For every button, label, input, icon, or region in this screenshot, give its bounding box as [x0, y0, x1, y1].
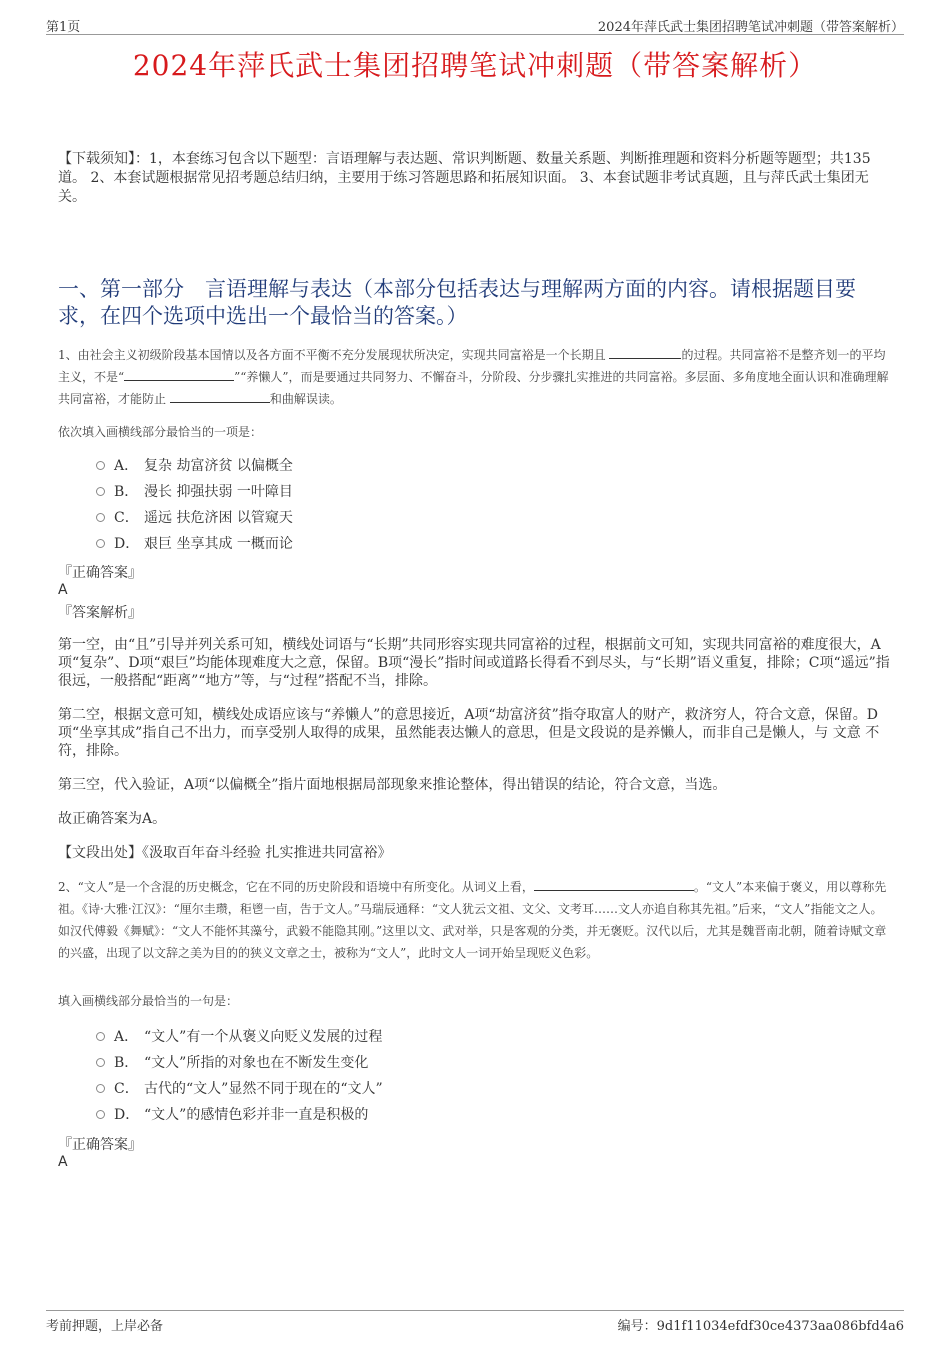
source-citation: 【文段出处】《汲取百年奋斗经验 扎实推进共同富裕》 [58, 845, 392, 861]
radio-icon[interactable] [96, 1058, 105, 1067]
option-a[interactable] [96, 1024, 383, 1050]
option-d[interactable] [96, 531, 293, 557]
option-letter: D． [114, 1107, 140, 1123]
option-text: “文人”所指的对象也在不断发生变化 [144, 1055, 369, 1071]
radio-icon[interactable] [96, 513, 105, 522]
option-letter: C． [114, 1081, 139, 1097]
question-2-prompt: 填入画横线部分最恰当的一句是： [58, 994, 239, 1008]
option-c[interactable] [96, 1076, 383, 1102]
analysis-paragraph: 第一空，由“且”引导并列关系可知，横线处词语与“长期”共同形容实现共同富裕的过程，根据前文可知，实现共同富裕的难度很大，A项“复杂”、D项“艰巨”均能体现难度大之意，保留。B项“漫长”指时间或道路长得看不到尽头，与“长期”语义重复，排除；C项“遥远”指很远，一般搭配“距离”“地方”等，与“过程”搭配不当，排除。 [58, 637, 890, 689]
q1-text-part: 1、由社会主义初级阶段基本国情以及各方面不平衡不充分发展现状所决定，实现共同富裕是一个长期且 [58, 348, 610, 362]
answer-label: 『正确答案』 [58, 565, 142, 581]
question-1-prompt: 依次填入画横线部分最恰当的一项是： [58, 425, 263, 439]
question-1-options [96, 453, 293, 557]
analysis-label: 『答案解析』 [58, 605, 142, 621]
footer-slogan: 考前押题，上岸必备 [46, 1319, 164, 1334]
correct-answer: A [58, 1154, 68, 1170]
q2-text-part: 2、“文人”是一个含混的历史概念，它在不同的历史阶段和语境中有所变化。从词义上看， [58, 880, 534, 894]
correct-answer: A [58, 582, 68, 598]
fill-blank [534, 878, 694, 891]
radio-icon[interactable] [96, 487, 105, 496]
header-doc-title: 2024年萍氏武士集团招聘笔试冲刺题（带答案解析） [597, 20, 904, 35]
option-text: “文人”有一个从褒义向贬义发展的过程 [144, 1029, 383, 1045]
option-d[interactable] [96, 1102, 383, 1128]
option-letter: A． [114, 1029, 139, 1045]
option-letter: A． [114, 458, 139, 474]
footer-doc-id: 编号：9d1f11034efdf30ce4373aa086bfd4a6 [617, 1319, 904, 1334]
option-letter: B． [114, 484, 139, 500]
option-a[interactable] [96, 453, 293, 479]
q1-text-part: ”“养懒人”，而是要通过共同努力、不懈奋斗，分阶段、分步骤扎实推进的共同富裕。多层面、多角度地全面认识和准确理解共同富裕，才能防止 [58, 370, 889, 406]
q2-text-part: 。“文人”本来偏于褒义，用以尊称先祖。《诗·大雅·江汉》：“厘尔圭瓒，秬鬯一卣，告于文人。”马瑞辰通释：“文人犹云文祖、文父、文考耳……文人亦追自称其先祖。”后来，“文人”指能文之人。如汉代傅毅《舞赋》：“文人不能怀其藻兮，武毅不能隐其刚。”这里以文、武对举，只是客观的分类，并无褒贬。汉代以后，尤其是魏晋南北朝，随着诗赋文章的兴盛，出现了以文辞之美为目的的狭义文章之士，被称为“文人”，此时文人一词开始呈现贬义色彩。 [58, 880, 887, 960]
fill-blank [124, 368, 234, 381]
radio-icon[interactable] [96, 539, 105, 548]
page-footer [46, 1310, 904, 1333]
question-2-stem [58, 876, 894, 964]
radio-icon[interactable] [96, 1032, 105, 1041]
analysis-conclusion: 故正确答案为A。 [58, 811, 167, 827]
option-letter: C． [114, 510, 139, 526]
option-letter: B． [114, 1055, 139, 1071]
option-c[interactable] [96, 505, 293, 531]
section-heading: 一、第一部分 言语理解与表达（本部分包括表达与理解两方面的内容。请根据题目要求，在四个选项中选出一个最恰当的答案。） [58, 277, 856, 328]
page-header [46, 14, 904, 35]
option-text: 艰巨 坐享其成 一概而论 [144, 536, 293, 552]
q1-text-part: 和曲解误读。 [269, 392, 342, 406]
document-title: 2024年萍氏武士集团招聘笔试冲刺题（带答案解析） [132, 49, 818, 82]
radio-icon[interactable] [96, 1084, 105, 1093]
question-2-options [96, 1024, 383, 1128]
analysis-paragraph: 第三空，代入验证，A项“以偏概全”指片面地根据局部现象来推论整体，得出错误的结论，符合文意，当选。 [58, 777, 727, 793]
page-number: 第1页 [46, 20, 81, 35]
question-1-stem [58, 344, 894, 410]
option-text: 古代的“文人”显然不同于现在的“文人” [144, 1081, 383, 1097]
answer-label: 『正确答案』 [58, 1137, 142, 1153]
option-text: 复杂 劫富济贫 以偏概全 [144, 458, 293, 474]
download-notice: 【下载须知】：1，本套练习包含以下题型：言语理解与表达题、常识判断题、数量关系题、判断推理题和资料分析题等题型；共135道。 2、本套试题根据常见招考题总结归纳，主要用于练习答题思路和拓展知识面。 3、本套试题非考试真题，且与萍氏武士集团无关。 [58, 151, 871, 205]
fill-blank [609, 346, 681, 359]
option-text: “文人”的感情色彩并非一直是积极的 [144, 1107, 369, 1123]
option-letter: D． [114, 536, 140, 552]
radio-icon[interactable] [96, 461, 105, 470]
option-text: 漫长 抑强扶弱 一叶障目 [144, 484, 293, 500]
radio-icon[interactable] [96, 1110, 105, 1119]
fill-blank [170, 390, 270, 403]
q1-text-part: 的过程。共同富裕不是整齐划一的平均主义，不是“ [58, 348, 886, 384]
option-b[interactable] [96, 479, 293, 505]
analysis-paragraph: 第二空，根据文意可知，横线处成语应该与“养懒人”的意思接近，A项“劫富济贫”指夺取富人的财产，救济穷人，符合文意，保留。D项“坐享其成”指自己不出力，而享受别人取得的成果，虽然能表达懒人的意思，但是文段说的是养懒人，而非自己是懒人，与 文意 不符，排除。 [58, 707, 880, 759]
option-text: 遥远 扶危济困 以管窥天 [144, 510, 293, 526]
option-b[interactable] [96, 1050, 383, 1076]
